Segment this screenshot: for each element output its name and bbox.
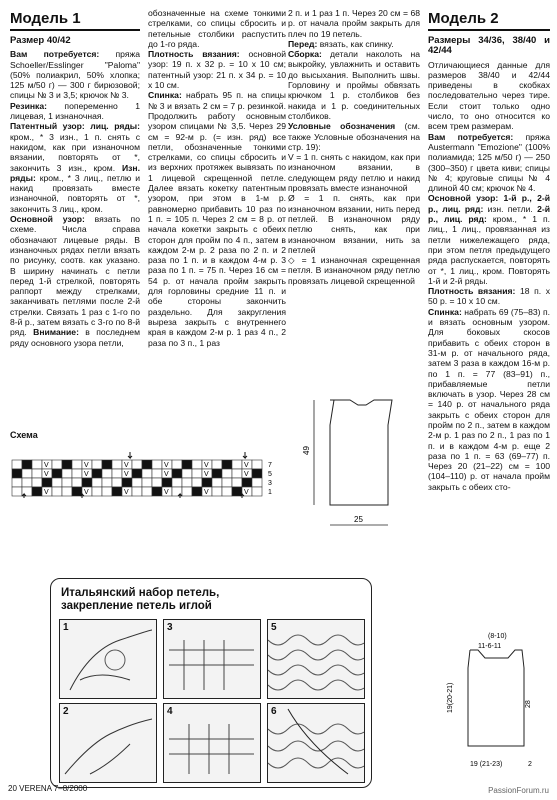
row-number: 7 bbox=[268, 462, 272, 469]
chart-cell bbox=[72, 478, 82, 487]
chart-symbol: V bbox=[204, 462, 209, 469]
chart-cell bbox=[172, 469, 182, 478]
chart-cell bbox=[102, 469, 112, 478]
chart-symbol: V bbox=[84, 471, 89, 478]
bold-label: Вам потребуется: bbox=[10, 49, 100, 60]
arrow-icon bbox=[243, 452, 247, 458]
schema-title: Схема bbox=[10, 430, 38, 440]
paragraph-text: детали наколоть на выкройку, увлажнить и оставить до высыхания. Выполнить швы. Горловину и проймы обвязать крючком 1 р. столбиков без накида и 1 р. соединительных столбиков. bbox=[288, 49, 420, 121]
paragraph-text: 18 п. x 50 р. = 10 x 10 см. bbox=[428, 286, 550, 307]
chart-cell bbox=[22, 478, 32, 487]
schematic-bottom-label: 19 (21-23) bbox=[470, 761, 503, 768]
chart-cell bbox=[232, 478, 242, 487]
chart-cell bbox=[32, 487, 42, 496]
chart-cell bbox=[222, 460, 232, 469]
arrow-icon bbox=[128, 452, 132, 458]
chart-cell bbox=[132, 469, 142, 478]
chart-cell bbox=[12, 469, 22, 478]
chart-cell bbox=[232, 469, 242, 478]
step-number: 2 bbox=[63, 706, 69, 717]
chart-symbol: V bbox=[44, 471, 49, 478]
chart-cell bbox=[72, 469, 82, 478]
chart-cell bbox=[152, 460, 162, 469]
chart-cell bbox=[192, 469, 202, 478]
schematic-height-label: 28 bbox=[525, 700, 532, 708]
chart-cell bbox=[62, 460, 72, 469]
chart-cell bbox=[232, 460, 242, 469]
chart-cell bbox=[52, 469, 62, 478]
chart-cell bbox=[252, 469, 262, 478]
chart-cell bbox=[112, 469, 122, 478]
schematic-top-label: (8-10) bbox=[488, 633, 507, 640]
paragraph-text: обозначенные на схеме тонкими стрелками, со спицы сбросить и петельные столбики распустить до 1-го ряда. bbox=[148, 8, 286, 49]
chart-cell bbox=[172, 478, 182, 487]
paragraph-text: кром., * 3 лиц., петлю и накид провязать вместе изнаночной, повторять от *, закончить 3 лиц., кром. bbox=[10, 172, 140, 214]
paragraph bbox=[428, 60, 550, 132]
model1-title-rule bbox=[10, 29, 140, 31]
chart-cell bbox=[132, 487, 142, 496]
bold-label: Плотность вязания: bbox=[148, 49, 240, 60]
step-number: 1 bbox=[63, 622, 69, 633]
chart-cell bbox=[152, 469, 162, 478]
model1-title: Модель 1 bbox=[10, 10, 81, 27]
page-footer: 20 VERENA 7–8/2000 bbox=[8, 784, 88, 793]
step-image-4 bbox=[163, 703, 261, 783]
bold-label: Перед: bbox=[288, 38, 318, 49]
chart-cell bbox=[122, 478, 132, 487]
back-width-label: 25 bbox=[354, 515, 363, 524]
chart-cell bbox=[152, 487, 162, 496]
chart-cell bbox=[222, 469, 232, 478]
chart-symbol: V bbox=[84, 489, 89, 496]
chart-cell bbox=[32, 460, 42, 469]
model1-column-3 bbox=[288, 8, 420, 286]
chart-cell bbox=[32, 478, 42, 487]
chart-symbol: V bbox=[84, 462, 89, 469]
paragraph-text: 2 п. и 1 раз 1 п. Через 20 см = 68 р. от начала пройм закрыть для плеч по 19 петель. bbox=[288, 8, 420, 39]
chart-cell bbox=[22, 469, 32, 478]
bold-label: Спинка: bbox=[148, 90, 182, 101]
bold-label: Условные обозначения bbox=[288, 121, 396, 132]
chart-symbol: V bbox=[244, 462, 249, 469]
model2-column bbox=[428, 36, 550, 492]
paragraph bbox=[428, 286, 550, 307]
paragraph bbox=[10, 101, 140, 122]
chart-symbol: V bbox=[124, 489, 129, 496]
chart-cell bbox=[212, 478, 222, 487]
chart-symbol: V bbox=[244, 471, 249, 478]
chart-cell bbox=[192, 478, 202, 487]
paragraph bbox=[428, 307, 550, 492]
chart-cell bbox=[142, 478, 152, 487]
chart-cell bbox=[182, 469, 192, 478]
bold-label: Вам потребуется: bbox=[428, 131, 514, 142]
model1-column-1 bbox=[10, 36, 140, 348]
chart-cell bbox=[212, 460, 222, 469]
paragraph-text: пряжа Austermann "Emozione" (100% полиамида; 125 м/50 г) — 250 (300–350) г цвета киви; спицы № 4; круговые спицы № 4 длиной 40 см; крючок № 4. bbox=[428, 131, 551, 194]
bold-label: Сборка: bbox=[288, 49, 322, 60]
chart-cell bbox=[62, 469, 72, 478]
chart-cell bbox=[182, 487, 192, 496]
bold-label: Изн. ряды: bbox=[10, 162, 140, 183]
model2-title-rule bbox=[428, 29, 550, 31]
step-number: 4 bbox=[167, 706, 173, 717]
chart-symbol: V bbox=[204, 471, 209, 478]
paragraph-text: набрать 95 п. на спицы № 3 и вязать 2 см = 7 р. резинкой. Продолжить работу основным узором спицами № 3,5. Через 29 см = 92-м р. (= изн. ряд) все петли, обозначенные тонкими стрелками, со спицы сбросить и из верхних протяжек вывязать по 1 лицевой скрещенной петле. Далее вязать кокетку патентным узором, при этом в 1-м р. равномерно прибавить 10 раз по 1 п. = 105 п. Через 2 см = 8 р. от начала кокетки закрыть с обеих сторон для пройм по 4 п., затем в каждом 2-м р. 2 раза по 2 п. и 2 раза по 1 п. и в каждом 4-м р. 3 раза по 1 п. = 75 п. Через 16 см = 54 р. от начала пройм закрыть для горловины средние 11 п. и обе стороны закончить раздельно. Для закругления выреза закрыть с внутреннего края в каждом 2-м р. 1 раз 4 п., 2 раза по 3 п., 1 раз bbox=[148, 90, 286, 348]
chart-cell bbox=[252, 478, 262, 487]
technique-panel bbox=[50, 578, 372, 788]
chart-cell bbox=[62, 478, 72, 487]
chart-cell bbox=[112, 460, 122, 469]
chart-cell bbox=[222, 478, 232, 487]
paragraph bbox=[288, 39, 420, 49]
chart-cell bbox=[132, 460, 142, 469]
chart-symbol: V bbox=[164, 462, 169, 469]
chart-cell bbox=[142, 460, 152, 469]
chart-cell bbox=[202, 478, 212, 487]
chart-symbol: V bbox=[164, 489, 169, 496]
step-image-5 bbox=[267, 619, 365, 699]
paragraph bbox=[288, 193, 420, 255]
paragraph bbox=[148, 90, 286, 347]
paragraph-text: в последнем ряду основного узора петли, bbox=[10, 327, 140, 348]
bold-label: Плотность вязания: bbox=[428, 286, 516, 297]
chart-cell bbox=[52, 487, 62, 496]
chart-symbol: V bbox=[44, 489, 49, 496]
paragraph-text: пряжа Schoeller/Esslinger "Paloma" (50% полиакрил, 50% хлопка; 125 м/50 г) — 300 г бирюзовой; спицы № 3 и 3,5; крючок № 3. bbox=[10, 49, 141, 101]
chart-cell bbox=[52, 460, 62, 469]
chart-cell bbox=[182, 478, 192, 487]
chart-symbol: V bbox=[124, 471, 129, 478]
chart-cell bbox=[162, 478, 172, 487]
chart-cell bbox=[242, 478, 252, 487]
paragraph-text: V = 1 п. снять с накидом, как при изнаночном вязании, в следующем ряду петлю и накид провязать вместе изнаночной bbox=[288, 152, 420, 194]
paragraph bbox=[288, 255, 420, 286]
chart-symbol: V bbox=[244, 489, 249, 496]
step-image-3 bbox=[163, 619, 261, 699]
paragraph bbox=[288, 8, 420, 39]
model2-schematic bbox=[440, 628, 540, 783]
size-label: Размер 40/42 bbox=[10, 35, 71, 46]
paragraph-text: основной узор: 19 п. x 32 р. = 10 x 10 см; патентный узор: 21 п. x 34 р. = 10 x 10 см. bbox=[148, 49, 286, 91]
chart-cell bbox=[212, 469, 222, 478]
chart-cell bbox=[92, 478, 102, 487]
paragraph-text: вязать, как спинку. bbox=[317, 38, 394, 49]
paragraph-text: попеременно 1 лицевая, 1 изнаночная. bbox=[10, 100, 140, 122]
paragraph-text: кром., * 3 изн., 1 п. снять с накидом, как при изнаночном вязании, повторять от *, закончить 3 изн., кром. bbox=[10, 131, 140, 173]
step-number: 6 bbox=[271, 706, 277, 717]
stitch-chart bbox=[10, 448, 280, 500]
paragraph bbox=[10, 214, 140, 348]
schematic-half-label: 2 bbox=[528, 761, 532, 768]
paragraph-text: (см. также Условные обозначения на стр. 19): bbox=[288, 121, 421, 152]
paragraph-text: вязать по схеме. Числа справа обозначают лицевые ряды. В изнаночных рядах петли вязать по рисунку, соотв. как указано. В ширину начинать с петли перед 1-й стрелкой, повторять раппорт между стрелками, заканчивать петлями после 2-й стрелки. Связать 1 раз с 1-го по 8-й р., затем вязать с 3-го по 8-й ряд. bbox=[10, 214, 140, 338]
chart-cell bbox=[102, 460, 112, 469]
chart-cell bbox=[92, 487, 102, 496]
panel-title-line1: Итальянский набор петель, bbox=[61, 587, 220, 599]
bold-label: Патентный узор: лиц. ряды: bbox=[10, 121, 140, 132]
chart-symbol: V bbox=[124, 462, 129, 469]
paragraph bbox=[10, 49, 140, 100]
paragraph bbox=[428, 132, 550, 194]
chart-cell bbox=[152, 478, 162, 487]
chart-cell bbox=[12, 487, 22, 496]
chart-cell bbox=[102, 487, 112, 496]
chart-cell bbox=[172, 460, 182, 469]
step-image-1 bbox=[59, 619, 157, 699]
chart-cell bbox=[22, 460, 32, 469]
chart-cell bbox=[192, 487, 202, 496]
row-number: 3 bbox=[268, 480, 272, 487]
panel-title-line2: закрепление петель иглой bbox=[61, 600, 212, 612]
chart-cell bbox=[142, 469, 152, 478]
chart-cell bbox=[232, 487, 242, 496]
back-height-label: 49 bbox=[302, 446, 311, 455]
chart-cell bbox=[112, 478, 122, 487]
chart-cell bbox=[132, 478, 142, 487]
chart-cell bbox=[252, 460, 262, 469]
paragraph bbox=[10, 121, 140, 214]
row-number: 1 bbox=[268, 489, 272, 496]
chart-cell bbox=[192, 460, 202, 469]
step-image-2 bbox=[59, 703, 157, 783]
row-number: 5 bbox=[268, 471, 272, 478]
chart-cell bbox=[32, 469, 42, 478]
chart-cell bbox=[212, 487, 222, 496]
chart-cell bbox=[72, 460, 82, 469]
bold-label: Внимание: bbox=[33, 327, 79, 338]
step-number: 3 bbox=[167, 622, 173, 633]
bold-label: Основной узор: 1-й р., 2-й р., лиц. ряд: bbox=[428, 193, 550, 214]
bold-label: Спинка: bbox=[428, 306, 462, 317]
model2-sizes: Размеры 34/36, 38/40 и 42/44 bbox=[428, 35, 550, 57]
chart-cell bbox=[62, 487, 72, 496]
schematic-side-label: 19(20-21) bbox=[447, 682, 454, 713]
paragraph-text: набрать 69 (75–83) п. и вязать основным узором. Для боковых скосов прибавить с обеих сторон в 31-м р. от начального ряда, затем 3 раза в каждом 16-м р. по 1 п. = 77 (83–91) п., прибавляемые петли включать в узор. Через 28 см = 140 р. от начального ряда закрыть с обеих сторон для пройм по 2 п., затем в каждом 2-м р. 1 раз по 2 п., 1 раз по 1 п. и в каждом 4-м р. еще 2 раза по 1 п. = 63 (69–77) п. Через 20 (21–22) см = 100 (104–110) р. от начала пройм закрыть с обеих сто- bbox=[428, 306, 550, 492]
chart-cell bbox=[52, 478, 62, 487]
chart-cell bbox=[82, 478, 92, 487]
bold-label: 2-й р., лиц. ряд: bbox=[428, 203, 550, 225]
bold-label: Резинка: bbox=[10, 100, 47, 111]
chart-symbol: V bbox=[204, 489, 209, 496]
chart-cell bbox=[112, 487, 122, 496]
chart-cell bbox=[72, 487, 82, 496]
schematic-neck-label: 11-6-11 bbox=[478, 643, 502, 650]
chart-cell bbox=[42, 478, 52, 487]
paragraph-text: изн. петли. bbox=[483, 203, 538, 214]
paragraph bbox=[288, 121, 420, 152]
chart-cell bbox=[12, 478, 22, 487]
paragraph-text: кром., * 1 п. лиц., 1 лиц., провязанная из петли нижележащего ряда, при этом петля предыдущего ряда распускается, повторять от *, 1 лиц., кром. Повторять 1-й и 2-й ряды. bbox=[428, 214, 551, 286]
bold-label: Основной узор: bbox=[10, 214, 85, 225]
chart-cell bbox=[222, 487, 232, 496]
paragraph-text: Отличающиеся данные для размеров 38/40 и 42/44 приведены в скобках последовательно через тире. Если стоит только одно число, то оно относится ко всем трем размерам. bbox=[428, 59, 550, 132]
chart-symbol: V bbox=[44, 462, 49, 469]
chart-symbol: V bbox=[164, 471, 169, 478]
panel-title bbox=[61, 587, 219, 613]
paragraph bbox=[148, 8, 286, 49]
step-number: 5 bbox=[271, 622, 277, 633]
chart-cell bbox=[182, 460, 192, 469]
chart-cell bbox=[252, 487, 262, 496]
paragraph bbox=[148, 49, 286, 90]
watermark: PassionForum.ru bbox=[488, 786, 549, 795]
chart-cell bbox=[102, 478, 112, 487]
chart-cell bbox=[92, 460, 102, 469]
model2-title: Модель 2 bbox=[428, 10, 499, 27]
paragraph bbox=[428, 193, 550, 286]
step-image-6 bbox=[267, 703, 365, 783]
paragraph bbox=[288, 152, 420, 193]
model1-column-2 bbox=[148, 8, 286, 348]
paragraph-text: Ø = 1 п. снять, как при изнаночном вязании, нить перед петлей. В изнаночном ряду петлю снять, как при изнаночном вязании, нить за петлей bbox=[288, 193, 420, 255]
chart-cell bbox=[142, 487, 152, 496]
back-schematic bbox=[300, 395, 400, 570]
paragraph-text: ◇ = 1 изнаночная скрещенная петля. В изнаночном ряду петлю провязать лицевой скрещенной bbox=[288, 255, 420, 286]
chart-cell bbox=[12, 460, 22, 469]
chart-cell bbox=[92, 469, 102, 478]
paragraph bbox=[288, 49, 420, 121]
